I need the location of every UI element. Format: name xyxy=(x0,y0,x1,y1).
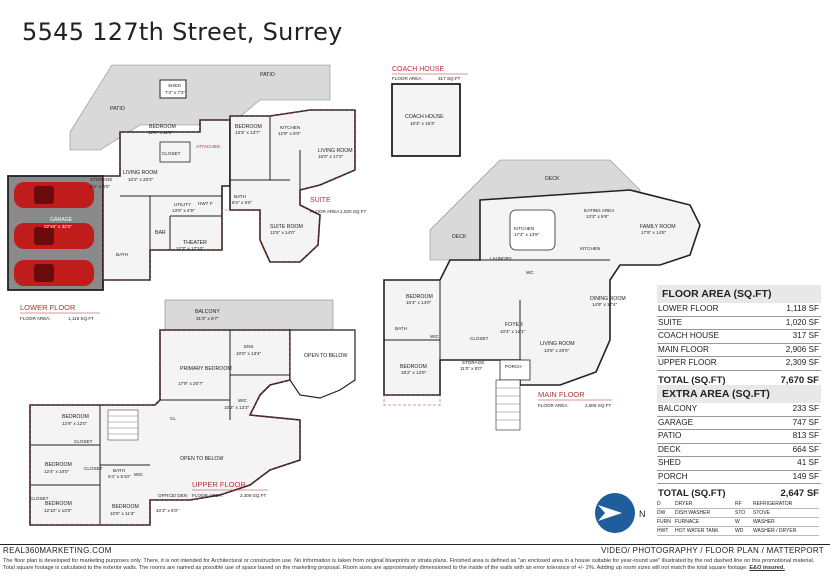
section-area-label: FLOOR AREA: xyxy=(310,209,341,214)
room-label: LAUNDRY xyxy=(490,256,512,261)
room-label: KITCHEN xyxy=(514,226,535,231)
room-dim: 12'9" x 9'0" xyxy=(278,131,301,136)
legend-row: D DRYER RF REFRIGERATOR xyxy=(657,500,819,509)
lower-floor-plan xyxy=(8,65,366,321)
room-dim: 17'2" x 13'9" xyxy=(514,232,540,237)
room-label: BEDROOM xyxy=(112,504,139,510)
compass-label: N xyxy=(639,509,646,519)
room-dim: 10'0" x 13'4" xyxy=(236,351,262,356)
section-area-value: 1,118 SQ.FT xyxy=(68,316,94,321)
room-dim: 13'0" x 4'9" xyxy=(172,208,195,213)
room-label: CLOSET xyxy=(74,439,93,444)
room-label: OPEN TO BELOW xyxy=(180,456,224,462)
room-label: BEDROOM xyxy=(235,124,262,130)
legend-row: FURN FURNACE W WASHER xyxy=(657,518,819,527)
room-label: BEDROOM xyxy=(62,414,89,420)
table-row: SHED 41 SF xyxy=(657,457,821,471)
room-label: DECK xyxy=(545,176,560,182)
room-dim: 10'4" x 12'1" xyxy=(500,329,526,334)
room-dim: 31'3" x 8'7" xyxy=(196,316,219,321)
room-dim: 12'10" x 13'0" xyxy=(44,508,72,513)
room-label: ENS xyxy=(244,344,254,349)
legend-row: DW DISH WASHER STO STOVE xyxy=(657,509,819,518)
table-row: PORCH 149 SF xyxy=(657,471,821,485)
floor-area-table xyxy=(657,285,821,388)
appliance-label: HWT xyxy=(198,201,209,206)
room-label: BEDROOM xyxy=(406,294,433,300)
room-dim: 16'3" x 16'3" xyxy=(410,121,436,126)
room-label: FOYER xyxy=(505,322,523,328)
room-label: THEATER xyxy=(183,240,207,246)
room-dim: 22'10" x 32'0" xyxy=(44,224,72,229)
room-label: BEDROOM xyxy=(45,462,72,468)
room-label: KITCHEN xyxy=(280,125,301,130)
room-label: CLOSET xyxy=(470,336,489,341)
room-dim: 17'9" x 14'8" xyxy=(641,230,667,235)
appliance-label: F xyxy=(210,201,213,206)
room-label: WIC xyxy=(430,334,439,339)
section-title: SUITE xyxy=(310,197,331,204)
table-row: COACH HOUSE 317 SF xyxy=(657,330,821,344)
upper-floor-plan xyxy=(30,300,355,525)
room-dim: 10'3" x 6'0" xyxy=(156,508,179,513)
page-title: 5545 127th Street, Surrey xyxy=(22,18,343,46)
section-title: MAIN FLOOR xyxy=(538,390,585,399)
legend-row: HWT HOT WATER TANK WD WASHER / DRYER xyxy=(657,527,819,536)
table-row: SUITE 1,020 SF xyxy=(657,317,821,331)
room-dim: 12'0" x 11'0" xyxy=(148,130,173,135)
room-dim: 13'6" x 20'0" xyxy=(544,348,570,353)
room-dim: 8'2" x 6'0" xyxy=(90,184,111,189)
room-label: FAMILY ROOM xyxy=(640,224,676,230)
open-to-below-area xyxy=(290,330,355,398)
extra-area-table xyxy=(657,385,821,501)
room-label: BAR xyxy=(155,230,166,236)
room-label: EATING AREA xyxy=(584,208,615,213)
room-label: LIVING ROOM xyxy=(123,170,158,176)
room-label: BEDROOM xyxy=(45,501,72,507)
main-floor-plan xyxy=(384,160,700,430)
room-label: WIC xyxy=(238,398,247,403)
room-label: STORAGE xyxy=(90,177,113,182)
room-dim: 16'0" x 17'2" xyxy=(318,154,344,159)
compass-north-icon xyxy=(595,493,646,533)
room-label: BEDROOM xyxy=(400,364,427,370)
table-row: UPPER FLOOR 2,309 SF xyxy=(657,357,821,371)
room-label: PORCH xyxy=(505,364,522,369)
extra-area-header: EXTRA AREA (SQ.FT) xyxy=(657,385,821,403)
footer-website: REAL360MARKETING.COM xyxy=(3,546,112,555)
room-dim: 7'3" x 7'3" xyxy=(165,90,186,95)
room-label: CLOSET xyxy=(84,466,103,471)
room-dim: 6'4" x 5'10" xyxy=(108,474,131,479)
room-label: CLOSET xyxy=(162,151,181,156)
room-dim: 11'0" x 8'0" xyxy=(460,366,483,371)
room-label: WC xyxy=(526,270,534,275)
section-area-value: 2,906 SQ.FT xyxy=(585,403,612,408)
section-area-value: 317 SQ.FT xyxy=(438,76,461,81)
table-row: LOWER FLOOR 1,118 SF xyxy=(657,303,821,317)
footer-services: VIDEO/ PHOTOGRAPHY / FLOOR PLAN / MATTERPORT xyxy=(601,546,824,555)
room-dim: 12'4" x 10'0" xyxy=(44,469,70,474)
table-row: PATIO 813 SF xyxy=(657,430,821,444)
room-label: CL xyxy=(170,416,176,421)
room-label: UTILITY xyxy=(174,202,192,207)
room-dim: 12'9" x 12'0" xyxy=(62,421,88,426)
section-area-value: 2,309 SQ.FT xyxy=(240,493,267,498)
section-title: LOWER FLOOR xyxy=(20,303,76,312)
section-area-label: FLOOR AREA: xyxy=(192,493,223,498)
floor-area-header: FLOOR AREA (SQ.FT) xyxy=(657,285,821,303)
abbreviation-legend xyxy=(657,500,819,536)
section-title: UPPER FLOOR xyxy=(192,480,246,489)
room-dim: 12'3" x 17'10" xyxy=(176,246,204,251)
table-row: BALCONY 233 SF xyxy=(657,403,821,417)
room-label: BATH xyxy=(234,194,246,199)
room-label: OPEN TO BELOW xyxy=(304,353,348,359)
room-label: BALCONY xyxy=(195,309,220,315)
room-dim: 16'4" x 14'0" xyxy=(406,300,432,305)
room-label: SHED xyxy=(168,83,181,88)
room-label: STORAGE xyxy=(462,360,485,365)
section-area-label: FLOOR AREA: xyxy=(20,316,51,321)
room-label: PATIO xyxy=(110,106,125,112)
room-dim: 14'9" x 17'4" xyxy=(592,302,618,307)
table-row: MAIN FLOOR 2,906 SF xyxy=(657,344,821,358)
room-label: SUITE ROOM xyxy=(270,224,303,230)
room-label: PRIMARY BEDROOM xyxy=(180,366,232,372)
room-label: OFFICE/ DEN xyxy=(158,493,188,498)
section-title: COACH HOUSE xyxy=(392,66,445,73)
room-label: BATH xyxy=(113,468,125,473)
table-row: GARAGE 747 SF xyxy=(657,417,821,431)
table-total-row: TOTAL (SQ.FT) 2,647 SF xyxy=(658,488,819,499)
section-area-value: 1,020 SQ.FT xyxy=(340,209,367,214)
room-dim: 10'2" x 20'3" xyxy=(128,177,154,182)
room-dim: 13'3" x 13'7" xyxy=(235,130,261,135)
room-label: CLOSET xyxy=(30,496,49,501)
section-area-label: FLOOR AREA: xyxy=(538,403,569,408)
room-label: LIVING ROOM xyxy=(540,341,575,347)
room-dim: 10'5" x 11'3" xyxy=(110,511,135,516)
room-label: BATH xyxy=(395,326,407,331)
coach-house-plan xyxy=(392,66,468,156)
room-dim: 8'4" x 5'0" xyxy=(232,200,253,205)
room-dim: 13'3" x 9'8" xyxy=(586,214,609,219)
room-label: LIVING ROOM xyxy=(318,148,353,154)
room-label: DECK xyxy=(452,234,467,240)
room-dim: 10'2" x 12'3" xyxy=(224,405,250,410)
disclaimer: The floor plan is developed for marketing purposes only. There, it is not intended for Architectural or construction use. No information is taken from original blueprints or strata plans. Finished area is defined as "an enclosed area in a house suitable for year-round use" illustrated by the red dashed line on this promotional material. Total square footage is calculated to the exterior walls. The rooms are named as possible use of space based on the marketing proposal. Room sizes are approximately dimensioned to the inside of the walls with an error tolerance of +/- 2%. Adding up room sizes will not match the total square footage. E&O insured. xyxy=(3,558,815,572)
room-label: BATH xyxy=(116,252,128,257)
section-area-label: FLOOR AREA: xyxy=(392,76,423,81)
attached-label: ATTACHED xyxy=(196,144,221,149)
room-label: COACH HOUSE xyxy=(405,114,444,120)
balcony-area xyxy=(165,300,333,330)
table-row: DECK 664 SF xyxy=(657,444,821,458)
room-dim: 18'2" x 12'9" xyxy=(401,370,427,375)
room-label: BEDROOM xyxy=(149,124,176,130)
table-total-row: TOTAL (SQ.FT) 7,670 SF xyxy=(658,374,819,386)
room-dim: 12'6" x 14'0" xyxy=(270,230,296,235)
room-label: KITCHEN xyxy=(580,246,601,251)
eo-insured: E&O insured. xyxy=(749,565,785,572)
car-icon xyxy=(14,182,94,286)
room-label: PATIO xyxy=(260,72,275,78)
room-label: DINING ROOM xyxy=(590,296,626,302)
room-dim: 17'9" x 20'7" xyxy=(178,381,204,386)
room-label: GARAGE xyxy=(50,217,73,223)
room-label: WIC xyxy=(134,472,143,477)
